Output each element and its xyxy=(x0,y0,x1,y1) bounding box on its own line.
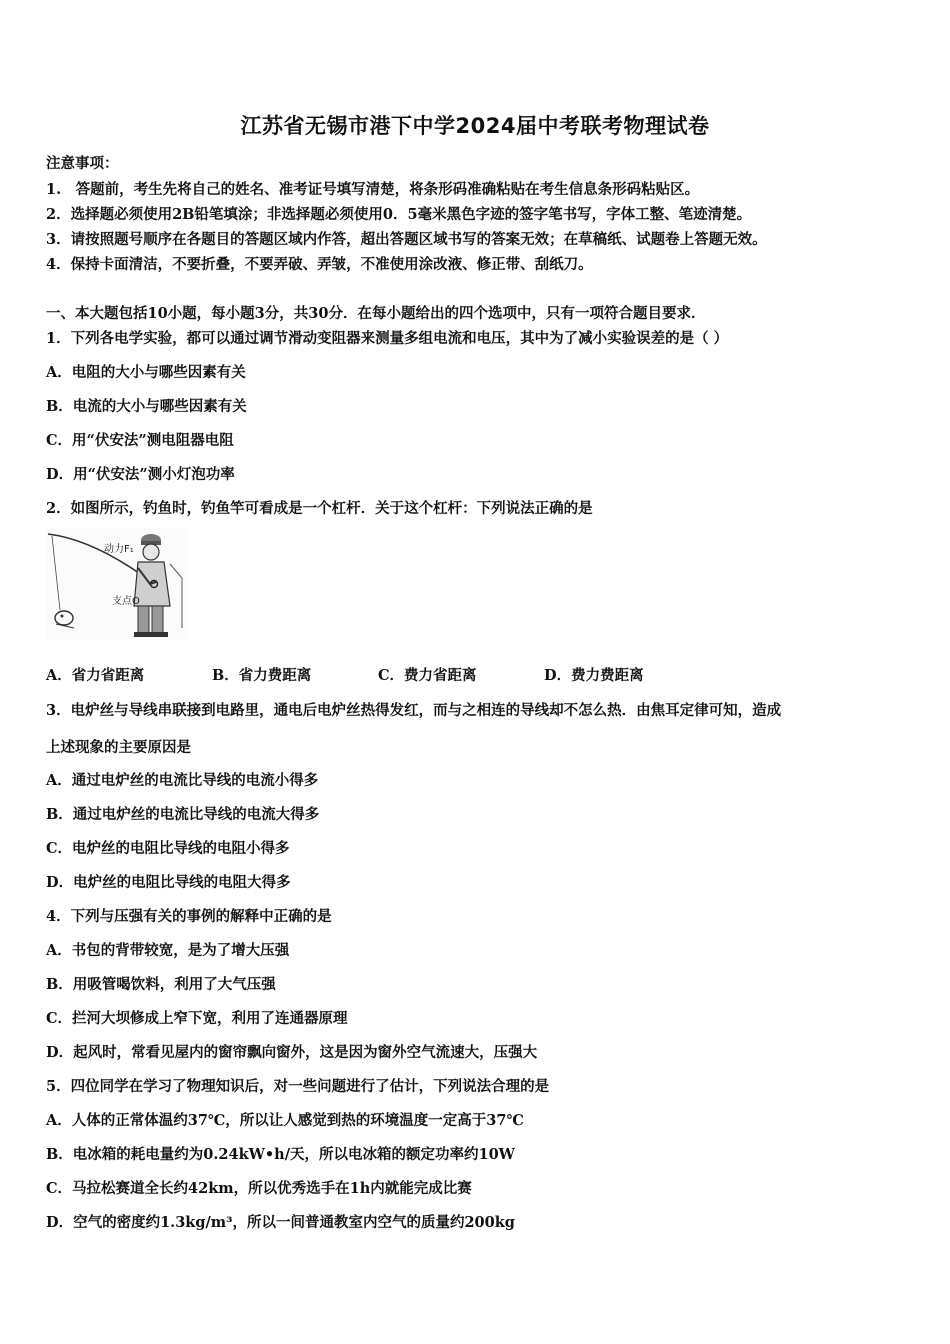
notice-item-1: 1. 答题前，考生先将自己的姓名、准考证号填写清楚，将条形码准确粘贴在考生信息条形码粘贴区。 xyxy=(46,181,700,198)
pivot-label: 支点O xyxy=(112,596,140,607)
q4-option-d: D．起风时，常看见屋内的窗帘飘向窗外，这是因为窗外空气流速大，压强大 xyxy=(46,1044,538,1061)
fishing-rod-figure xyxy=(46,528,188,640)
q2-option-c: C．费力省距离 xyxy=(378,667,477,684)
q1-stem: 1．下列各电学实验，都可以通过调节滑动变阻器来测量多组电流和电压，其中为了减小实验误差的是（ ） xyxy=(46,330,729,347)
q4-option-b: B．用吸管喝饮料，利用了大气压强 xyxy=(46,976,276,993)
q1-option-a: A．电阻的大小与哪些因素有关 xyxy=(46,364,246,381)
q4-stem: 4．下列与压强有关的事例的解释中正确的是 xyxy=(46,908,332,925)
q5-stem: 5．四位同学在学习了物理知识后，对一些问题进行了估计，下列说法合理的是 xyxy=(46,1078,550,1095)
q5-option-d: D．空气的密度约1.3kg/m³，所以一间普通教室内空气的质量约200kg xyxy=(46,1214,515,1231)
notice-heading: 注意事项： xyxy=(46,155,119,172)
q1-option-b: B．电流的大小与哪些因素有关 xyxy=(46,398,247,415)
q2-option-b: B．省力费距离 xyxy=(212,667,312,684)
q1-option-c: C．用“伏安法”测电阻器电阻 xyxy=(46,432,234,449)
notice-item-4: 4．保持卡面清洁，不要折叠，不要弄破、弄皱，不准使用涂改液、修正带、刮纸刀。 xyxy=(46,256,593,273)
head xyxy=(143,544,159,560)
q3-option-d: D．电炉丝的电阻比导线的电阻大得多 xyxy=(46,874,291,891)
q5-option-c: C．马拉松赛道全长约42km，所以优秀选手在1h内就能完成比赛 xyxy=(46,1180,472,1197)
q3-stem-cont: 上述现象的主要原因是 xyxy=(46,739,191,756)
q2-option-d: D．费力费距离 xyxy=(544,667,644,684)
q5-option-b: B．电冰箱的耗电量约为0.24kW•h/天，所以电冰箱的额定功率约10W xyxy=(46,1146,515,1163)
q5-option-a: A．人体的正常体温约37℃，所以让人感觉到热的环境温度一定高于37℃ xyxy=(46,1112,524,1129)
exam-title: 江苏省无锡市港下中学2024届中考联考物理试卷 xyxy=(240,114,710,138)
q2-options xyxy=(46,664,710,685)
q2-stem: 2．如图所示，钓鱼时，钓鱼竿可看成是一个杠杆．关于这个杠杆：下列说法正确的是 xyxy=(46,500,593,517)
q1-option-d: D．用“伏安法”测小灯泡功率 xyxy=(46,466,235,483)
section-heading: 一、本大题包括10小题，每小题3分，共30分．在每小题给出的四个选项中，只有一项符合题目要求． xyxy=(46,305,706,322)
q4-option-a: A．书包的背带较宽，是为了增大压强 xyxy=(46,942,290,959)
notice-item-3: 3．请按照题号顺序在各题目的答题区域内作答，超出答题区域书写的答案无效；在草稿纸、试题卷上答题无效。 xyxy=(46,231,767,248)
q2-option-a: A．省力省距离 xyxy=(46,667,145,684)
q3-stem: 3．电炉丝与导线串联接到电路里，通电后电炉丝热得发红，而与之相连的导线却不怎么热．由焦耳定律可知，造成 xyxy=(46,702,782,719)
notice-item-2: 2．选择题必须使用2B铅笔填涂；非选择题必须使用0．5毫米黑色字迹的签字笔书写，字体工整、笔迹清楚。 xyxy=(46,206,752,223)
q3-option-a: A．通过电炉丝的电流比导线的电流小得多 xyxy=(46,772,319,789)
q3-option-b: B．通过电炉丝的电流比导线的电流大得多 xyxy=(46,806,320,823)
q4-option-c: C．拦河大坝修成上窄下宽，利用了连通器原理 xyxy=(46,1010,348,1027)
force-label: 动力F₁ xyxy=(104,544,134,555)
q3-option-c: C．电炉丝的电阻比导线的电阻小得多 xyxy=(46,840,290,857)
